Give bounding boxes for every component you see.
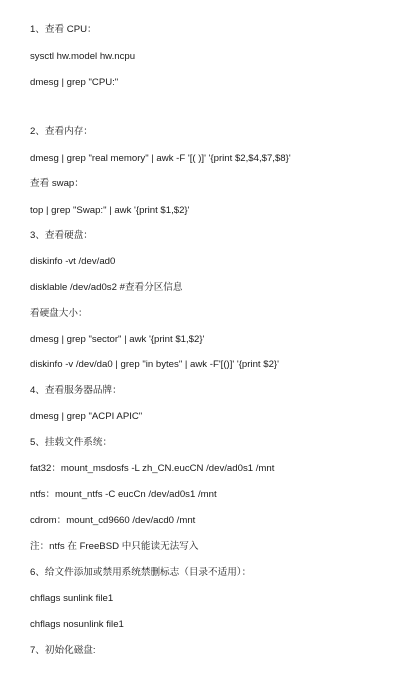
command-line: dmesg | grep "real memory" | awk -F '[( )]' '{print $2,$4,$7,$8}' xyxy=(30,153,291,164)
command-line: chflags sunlink file1 xyxy=(30,593,114,604)
heading-disk: 3、查看硬盘： xyxy=(30,230,93,241)
command-line: disklable /dev/ad0s2 #查看分区信息 xyxy=(30,282,183,293)
heading-init-disk: 7、初始化磁盘: xyxy=(30,645,96,656)
command-line: dmesg | grep "sector" | awk '{print $1,$2}' xyxy=(30,334,205,345)
subheading-disk-size: 看硬盘大小： xyxy=(30,308,88,319)
note-line: 注：ntfs 在 FreeBSD 中只能读无法写入 xyxy=(30,541,199,552)
heading-mount-fs: 5、挂载文件系统： xyxy=(30,437,113,448)
command-line: chflags nosunlink file1 xyxy=(30,619,124,630)
command-line: cdrom：mount_cd9660 /dev/acd0 /mnt xyxy=(30,515,196,526)
heading-cpu: 1、查看 CPU： xyxy=(30,24,97,35)
command-line: diskinfo -v /dev/da0 | grep "in bytes" | awk -F'[()]' '{print $2}' xyxy=(30,359,279,370)
subheading-swap: 查看 swap： xyxy=(30,178,84,189)
command-line: ntfs：mount_ntfs -C eucCn /dev/ad0s1 /mnt xyxy=(30,489,217,500)
command-line: diskinfo -vt /dev/ad0 xyxy=(30,256,116,267)
command-line: top | grep "Swap:" | awk '{print $1,$2}' xyxy=(30,205,190,216)
command-line: sysctl hw.model hw.ncpu xyxy=(30,51,136,62)
heading-server-brand: 4、查看服务器品牌： xyxy=(30,385,122,396)
command-line: dmesg | grep "ACPI APIC" xyxy=(30,411,143,422)
heading-chflags: 6、给文件添加或禁用系统禁删标志（目录不适用）： xyxy=(30,567,252,578)
command-line: dmesg | grep "CPU:" xyxy=(30,77,119,88)
command-line: fat32：mount_msdosfs -L zh_CN.eucCN /dev/ad0s1 /mnt xyxy=(30,463,275,474)
heading-memory: 2、查看内存： xyxy=(30,126,93,137)
